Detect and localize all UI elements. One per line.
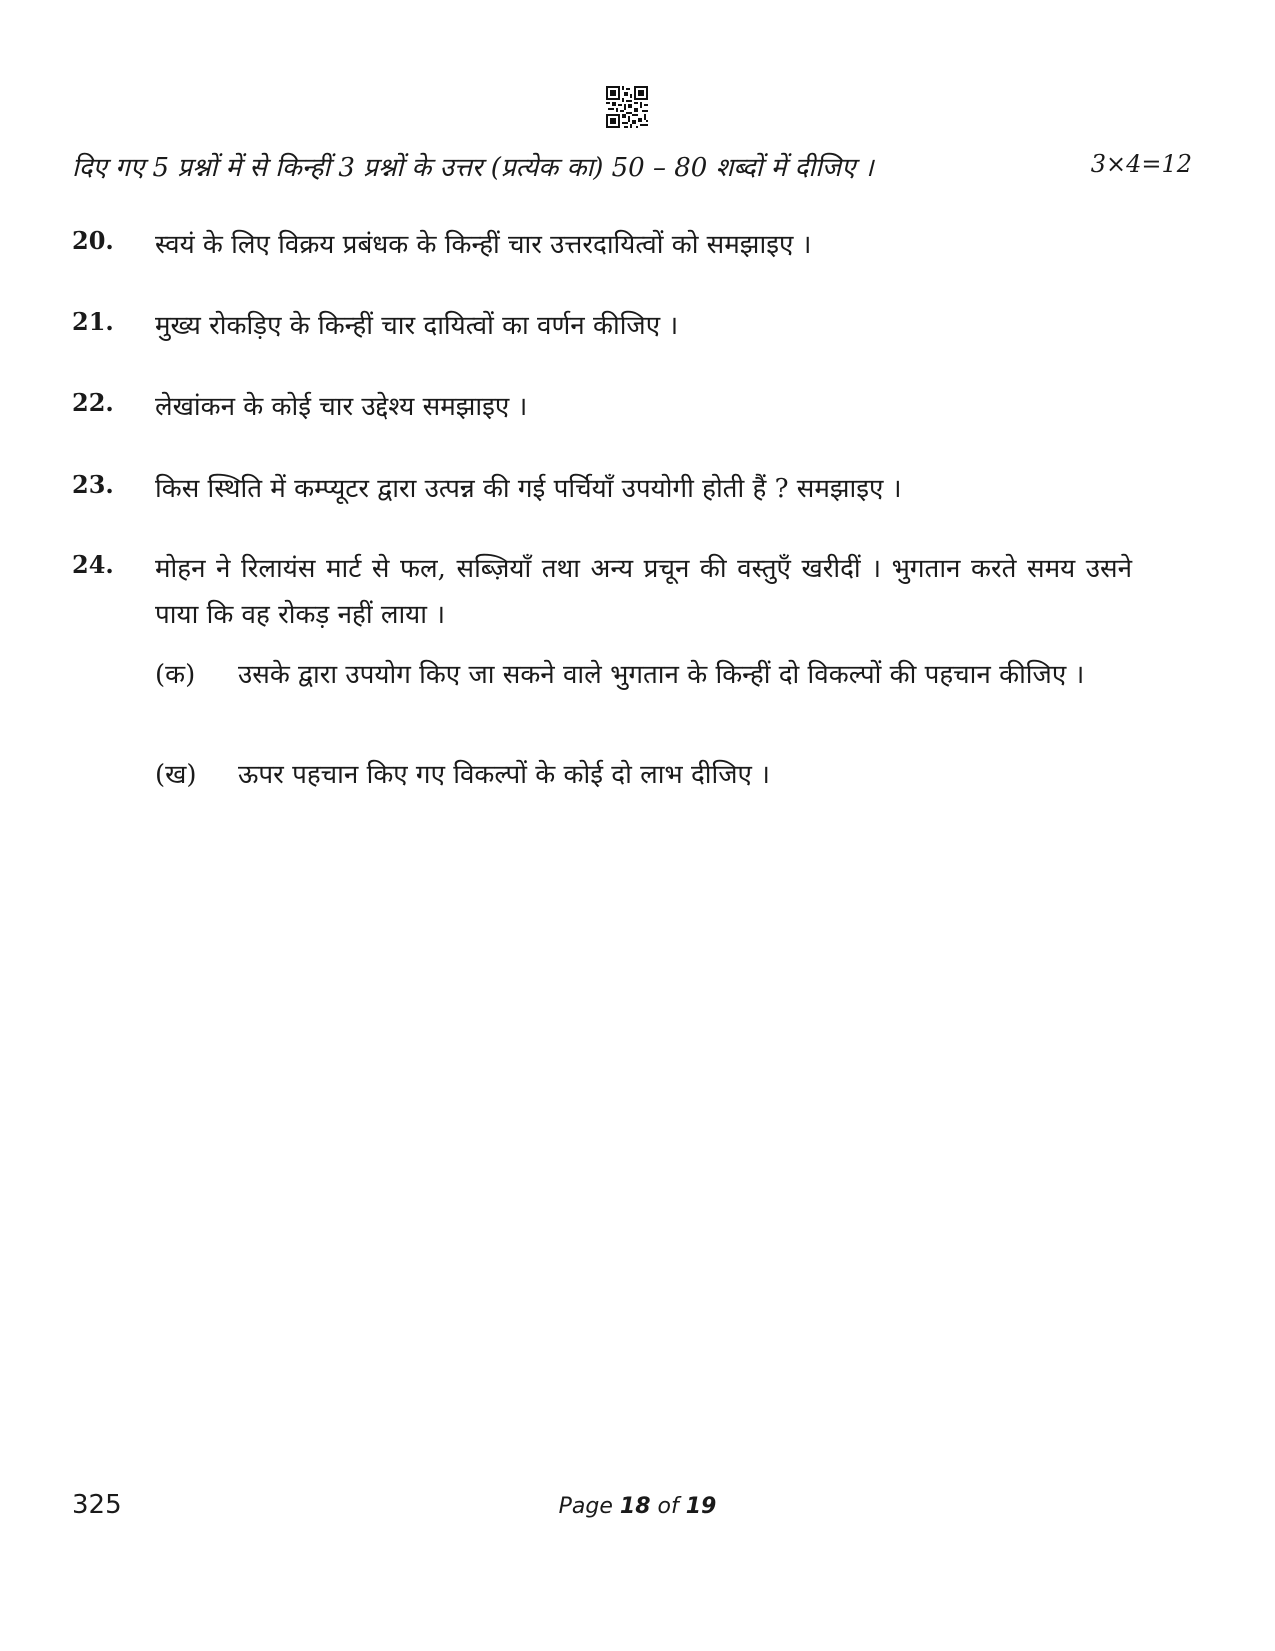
question-24-part-b [155, 752, 1130, 798]
question-number: 24. [72, 550, 114, 579]
page-current: 18 [619, 1494, 651, 1519]
question-number: 20. [72, 226, 114, 255]
question-number: 22. [72, 388, 114, 417]
section-marks: 3×4=12 [1090, 150, 1192, 178]
question-number: 23. [72, 470, 114, 499]
question-21 [72, 303, 1132, 349]
question-24-part-a [155, 652, 1130, 698]
question-24 [72, 546, 1132, 638]
part-text: उसके द्वारा उपयोग किए जा सकने वाले भुगतान के किन्हीं दो विकल्पों की पहचान कीजिए । [238, 660, 1085, 690]
question-text: स्वयं के लिए विक्रय प्रबंधक के किन्हीं चार उत्तरदायित्वों को समझाइए । [155, 230, 812, 260]
question-text: किस स्थिति में कम्प्यूटर द्वारा उत्पन्न की गई पर्चियाँ उपयोगी होती हैं ? समझाइए । [155, 474, 902, 504]
page-word: Page [558, 1494, 613, 1519]
question-20 [72, 222, 1132, 268]
question-text: मुख्य रोकड़िए के किन्हीं चार दायित्वों का वर्णन कीजिए । [155, 311, 679, 341]
question-23 [72, 466, 1132, 512]
part-text: ऊपर पहचान किए गए विकल्पों के कोई दो लाभ दीजिए । [238, 760, 771, 790]
question-text: लेखांकन के कोई चार उद्देश्य समझाइए । [155, 392, 528, 422]
question-number: 21. [72, 307, 114, 336]
paper-code: 325 [72, 1490, 122, 1520]
part-label: (ख) [155, 760, 197, 790]
page-total: 19 [685, 1494, 717, 1519]
section-instruction: दिए गए 5 प्रश्नों में से किन्हीं 3 प्रश्नों के उत्तर (प्रत्येक का) 50 – 80 शब्दों में दीजिए । [72, 153, 874, 183]
part-label: (क) [155, 660, 196, 690]
page-number [0, 1494, 1275, 1519]
question-text: मोहन ने रिलायंस मार्ट से फल, सब्ज़ियाँ तथा अन्य प्रचून की वस्तुएँ खरीदीं । भुगतान करते समय उसने पाया कि वह रोकड़ नहीं लाया । [155, 554, 1132, 630]
qr-code-icon [606, 86, 648, 128]
question-22 [72, 384, 1132, 430]
page-of: of [657, 1494, 679, 1519]
